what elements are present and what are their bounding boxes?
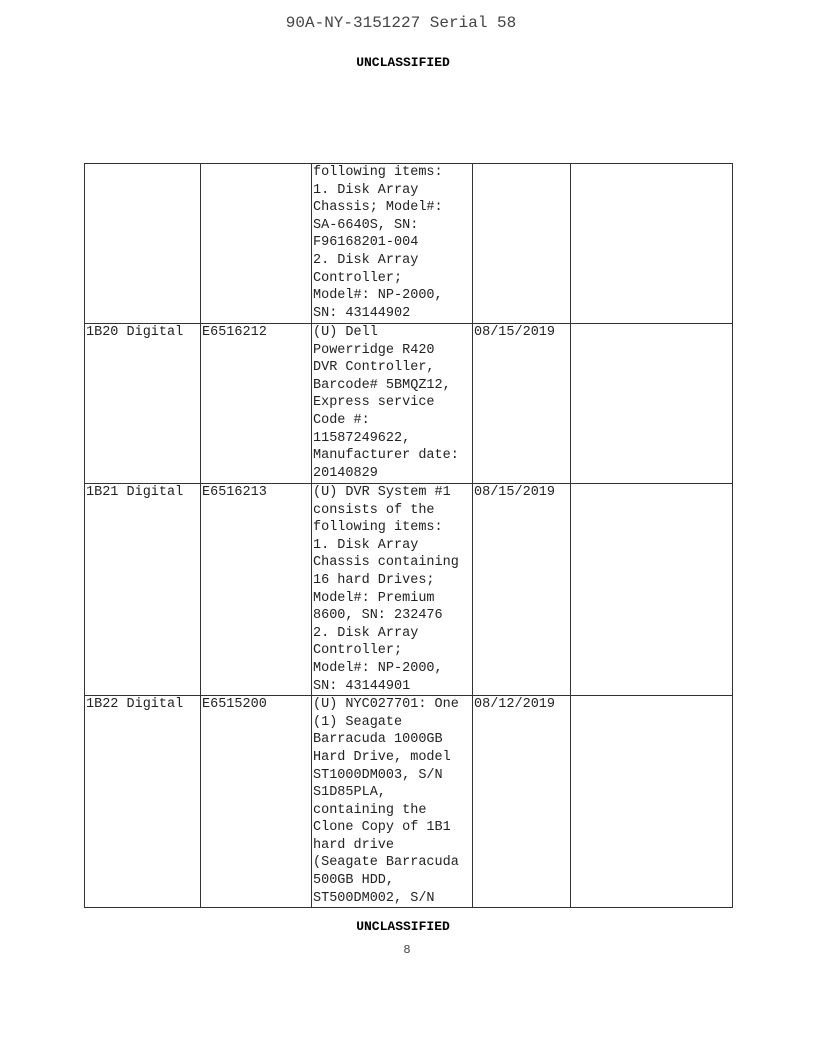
table-row [85, 484, 733, 696]
evidence-table [84, 163, 733, 908]
table-row [85, 324, 733, 484]
date-cell: 08/15/2019 [473, 324, 571, 484]
table-row [85, 696, 733, 908]
barcode-cell: E6515200 [201, 696, 312, 908]
item-cell: 1B20 Digital [85, 324, 201, 484]
notes-cell [571, 696, 733, 908]
item-cell: 1B22 Digital [85, 696, 201, 908]
classification-footer: UNCLASSIFIED [356, 919, 450, 934]
date-cell: 08/12/2019 [473, 696, 571, 908]
date-cell: 08/15/2019 [473, 484, 571, 696]
description-cell: (U) Dell Powerridge R420 DVR Controller, Barcode# 5BMQZ12, Express service Code #: 11587249622, Manufacturer date: 20140829 [312, 324, 473, 484]
date-cell [473, 164, 571, 324]
barcode-cell [201, 164, 312, 324]
page-number: 8 [403, 943, 411, 957]
table-row [85, 164, 733, 324]
description-cell: (U) NYC027701: One (1) Seagate Barracuda 1000GB Hard Drive, model ST1000DM003, S/N S1D85PLA, containing the Clone Copy of 1B1 hard drive (Seagate Barracuda 500GB HDD, ST500DM002, S/N [312, 696, 473, 908]
notes-cell [571, 324, 733, 484]
description-cell: (U) DVR System #1 consists of the following items: 1. Disk Array Chassis containing 16 hard Drives; Model#: Premium 8600, SN: 232476 2. Disk Array Controller; Model#: NP-2000, SN: 43144901 [312, 484, 473, 696]
barcode-cell: E6516213 [201, 484, 312, 696]
notes-cell [571, 484, 733, 696]
item-cell: 1B21 Digital [85, 484, 201, 696]
item-cell [85, 164, 201, 324]
classification-header: UNCLASSIFIED [356, 55, 450, 70]
notes-cell [571, 164, 733, 324]
barcode-cell: E6516212 [201, 324, 312, 484]
document-serial: 90A-NY-3151227 Serial 58 [285, 14, 517, 32]
description-cell: following items: 1. Disk Array Chassis; Model#: SA-6640S, SN: F96168201-004 2. Disk Array Controller; Model#: NP-2000, SN: 43144902 [312, 164, 473, 324]
